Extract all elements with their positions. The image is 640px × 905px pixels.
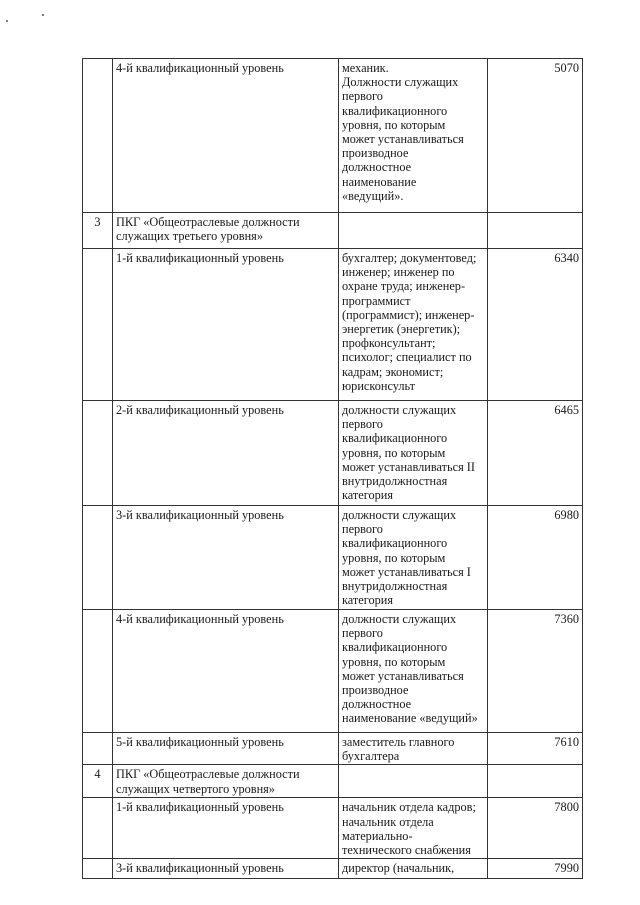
empty-number-cell xyxy=(83,859,113,879)
positions-list: директор (начальник, xyxy=(339,859,488,879)
empty-number-cell xyxy=(83,610,113,733)
empty-cell xyxy=(339,765,488,798)
salary-amount: 6340 xyxy=(488,249,583,401)
qualification-level: 4-й квалификационный уровень xyxy=(113,610,339,733)
qualification-level-row xyxy=(83,610,583,733)
qualification-level-row xyxy=(83,798,583,859)
qualification-level-row xyxy=(83,249,583,401)
qualification-level: 2-й квалификационный уровень xyxy=(113,401,339,506)
salary-amount: 5070 xyxy=(488,59,583,213)
salary-table-body xyxy=(83,59,583,879)
group-title: ПКГ «Общеотраслевые должности служащих третьего уровня» xyxy=(113,213,339,249)
salary-amount: 6465 xyxy=(488,401,583,506)
salary-amount: 7360 xyxy=(488,610,583,733)
positions-list: должности служащих первого квалификационного уровня, по которым может устанавливаться II внутридолжностная категория xyxy=(339,401,488,506)
salary-amount: 6980 xyxy=(488,506,583,610)
positions-list: заместитель главного бухгалтера xyxy=(339,733,488,765)
qualification-level: 4-й квалификационный уровень xyxy=(113,59,339,213)
group-number: 4 xyxy=(83,765,113,798)
group-header-row xyxy=(83,765,583,798)
salary-amount: 7990 xyxy=(488,859,583,879)
salary-amount: 7800 xyxy=(488,798,583,859)
scan-speck xyxy=(6,20,8,22)
positions-list: начальник отдела кадров; начальник отдела материально- технического снабжения xyxy=(339,798,488,859)
qualification-level-row xyxy=(83,401,583,506)
empty-number-cell xyxy=(83,401,113,506)
group-number: 3 xyxy=(83,213,113,249)
empty-number-cell xyxy=(83,733,113,765)
positions-list: бухгалтер; документовед; инженер; инженер по охране труда; инженер- программист (программист); инженер- энергетик (энергетик); профконсультант; психолог; специалист по кадрам; экономист; юрисконсульт xyxy=(339,249,488,401)
positions-list: механик. Должности служащих первого квалификационного уровня, по которым может устанавливаться производное должностное наименование «ведущий». xyxy=(339,59,488,213)
scan-speck xyxy=(42,14,44,16)
qualification-level: 1-й квалификационный уровень xyxy=(113,798,339,859)
salary-table xyxy=(82,58,583,879)
group-header-row xyxy=(83,213,583,249)
empty-cell xyxy=(488,213,583,249)
empty-number-cell xyxy=(83,249,113,401)
qualification-level: 1-й квалификационный уровень xyxy=(113,249,339,401)
qualification-level-row xyxy=(83,859,583,879)
empty-cell xyxy=(339,213,488,249)
qualification-level: 3-й квалификационный уровень xyxy=(113,506,339,610)
empty-cell xyxy=(488,765,583,798)
qualification-level-row xyxy=(83,59,583,213)
empty-number-cell xyxy=(83,59,113,213)
positions-list: должности служащих первого квалификационного уровня, по которым может устанавливаться I внутридолжностная категория xyxy=(339,506,488,610)
positions-list: должности служащих первого квалификационного уровня, по которым может устанавливаться производное должностное наименование «ведущий» xyxy=(339,610,488,733)
empty-number-cell xyxy=(83,798,113,859)
group-title: ПКГ «Общеотраслевые должности служащих четвертого уровня» xyxy=(113,765,339,798)
qualification-level-row xyxy=(83,733,583,765)
qualification-level: 5-й квалификационный уровень xyxy=(113,733,339,765)
qualification-level: 3-й квалификационный уровень xyxy=(113,859,339,879)
qualification-level-row xyxy=(83,506,583,610)
empty-number-cell xyxy=(83,506,113,610)
salary-amount: 7610 xyxy=(488,733,583,765)
